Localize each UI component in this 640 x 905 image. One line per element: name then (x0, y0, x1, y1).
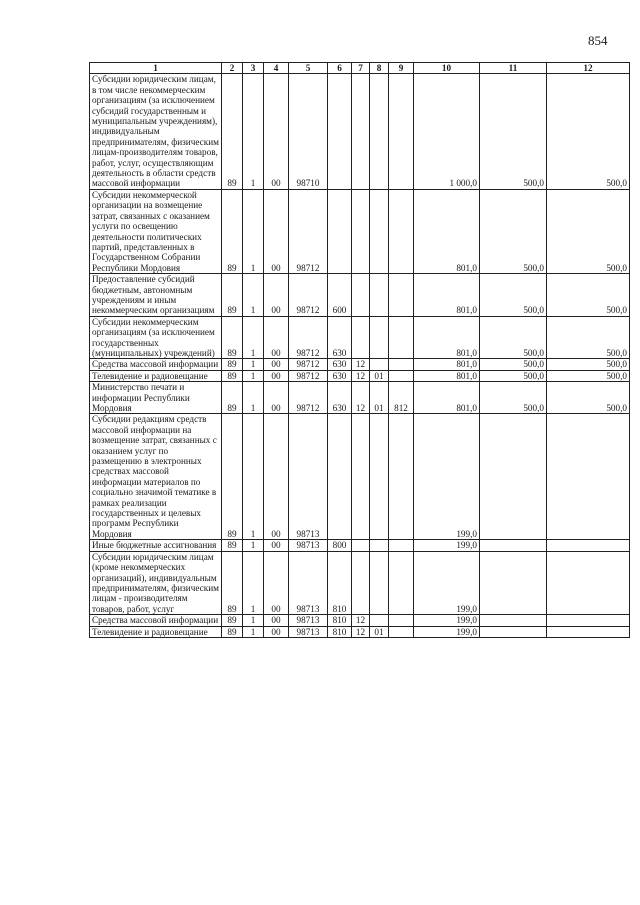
header-cell: 5 (289, 63, 328, 74)
code-cell (352, 189, 370, 273)
amount-cell: 500,0 (480, 74, 547, 189)
code-cell (352, 540, 370, 551)
code-cell: 00 (264, 615, 289, 626)
amount-cell (547, 551, 630, 614)
code-cell: 98712 (289, 189, 328, 273)
header-cell: 11 (480, 63, 547, 74)
row-name: Средства массовой информации (90, 359, 222, 370)
code-cell: 1 (243, 189, 264, 273)
code-cell: 1 (243, 382, 264, 414)
row-name: Иные бюджетные ассигнования (90, 540, 222, 551)
code-cell: 89 (222, 370, 243, 381)
code-cell: 89 (222, 615, 243, 626)
code-cell (389, 274, 414, 317)
code-cell (352, 316, 370, 359)
code-cell: 01 (370, 626, 389, 637)
amount-cell (547, 615, 630, 626)
amount-cell: 801,0 (414, 382, 480, 414)
code-cell: 98712 (289, 316, 328, 359)
code-cell: 600 (328, 274, 352, 317)
code-cell: 1 (243, 615, 264, 626)
code-cell (328, 74, 352, 189)
amount-cell: 500,0 (547, 359, 630, 370)
code-cell: 89 (222, 316, 243, 359)
code-cell (389, 540, 414, 551)
header-cell: 4 (264, 63, 289, 74)
table-row (90, 551, 630, 614)
code-cell: 630 (328, 316, 352, 359)
code-cell: 89 (222, 274, 243, 317)
amount-cell: 500,0 (547, 74, 630, 189)
row-name: Средства массовой информации (90, 615, 222, 626)
code-cell: 00 (264, 382, 289, 414)
code-cell: 98712 (289, 274, 328, 317)
row-name: Министерство печати и информации Республики Мордовия (90, 382, 222, 414)
code-cell: 1 (243, 359, 264, 370)
amount-cell (547, 414, 630, 540)
table-row (90, 382, 630, 414)
header-cell: 7 (352, 63, 370, 74)
amount-cell: 801,0 (414, 189, 480, 273)
code-cell: 89 (222, 551, 243, 614)
code-cell: 89 (222, 189, 243, 273)
code-cell (389, 551, 414, 614)
row-name: Предоставление субсидий бюджетным, автономным учреждениям и иным некоммерческим организациям (90, 274, 222, 317)
code-cell: 812 (389, 382, 414, 414)
amount-cell: 199,0 (414, 414, 480, 540)
amount-cell: 500,0 (480, 370, 547, 381)
code-cell (352, 551, 370, 614)
code-cell: 98713 (289, 540, 328, 551)
code-cell: 98713 (289, 626, 328, 637)
code-cell: 12 (352, 359, 370, 370)
code-cell: 630 (328, 382, 352, 414)
amount-cell: 500,0 (547, 189, 630, 273)
amount-cell: 801,0 (414, 316, 480, 359)
code-cell (370, 551, 389, 614)
code-cell: 00 (264, 316, 289, 359)
amount-cell: 500,0 (480, 274, 547, 317)
code-cell: 00 (264, 370, 289, 381)
code-cell: 630 (328, 370, 352, 381)
code-cell (328, 189, 352, 273)
table-row (90, 316, 630, 359)
code-cell: 00 (264, 274, 289, 317)
code-cell: 1 (243, 626, 264, 637)
row-name: Субсидии некоммерческой организации на возмещение затрат, связанных с оказанием услуги по освещению деятельности политических партий, представленных в Государственном Собрании Республики Мордовия (90, 189, 222, 273)
page-number: 854 (588, 33, 608, 48)
header-cell: 10 (414, 63, 480, 74)
code-cell: 00 (264, 359, 289, 370)
code-cell: 1 (243, 540, 264, 551)
table-row (90, 274, 630, 317)
amount-cell: 1 000,0 (414, 74, 480, 189)
code-cell (370, 316, 389, 359)
code-cell: 01 (370, 370, 389, 381)
code-cell (352, 74, 370, 189)
row-name: Субсидии редакциям средств массовой информации на возмещение затрат, связанных с оказанием услуг по размещению в электронных средствах массовой информации материалов по социально значимой тематике в рамках реализации государственных и целевых программ Республики Мордовия (90, 414, 222, 540)
amount-cell: 500,0 (547, 274, 630, 317)
code-cell: 1 (243, 551, 264, 614)
code-cell (352, 414, 370, 540)
code-cell: 89 (222, 414, 243, 540)
table-row (90, 370, 630, 381)
table-row (90, 615, 630, 626)
code-cell: 12 (352, 382, 370, 414)
table-row (90, 626, 630, 637)
code-cell (389, 74, 414, 189)
header-cell: 3 (243, 63, 264, 74)
amount-cell (480, 540, 547, 551)
code-cell: 01 (370, 382, 389, 414)
code-cell (389, 370, 414, 381)
amount-cell: 199,0 (414, 626, 480, 637)
code-cell (370, 540, 389, 551)
row-name: Субсидии юридическим лицам (кроме некоммерческих организаций), индивидуальным предпринимателям, физическим лицам - производителям товаров, работ, услуг (90, 551, 222, 614)
code-cell: 98710 (289, 74, 328, 189)
amount-cell: 199,0 (414, 615, 480, 626)
table-row (90, 189, 630, 273)
code-cell (370, 414, 389, 540)
header-cell: 12 (547, 63, 630, 74)
amount-cell (547, 540, 630, 551)
code-cell: 1 (243, 370, 264, 381)
code-cell (389, 414, 414, 540)
amount-cell (480, 551, 547, 614)
amount-cell: 500,0 (480, 316, 547, 359)
code-cell: 89 (222, 359, 243, 370)
row-name: Телевидение и радиовещание (90, 626, 222, 637)
code-cell: 98713 (289, 551, 328, 614)
amount-cell: 801,0 (414, 370, 480, 381)
code-cell: 810 (328, 615, 352, 626)
code-cell: 1 (243, 274, 264, 317)
code-cell: 98712 (289, 359, 328, 370)
code-cell: 89 (222, 626, 243, 637)
code-cell: 98713 (289, 414, 328, 540)
code-cell: 810 (328, 626, 352, 637)
table-row (90, 359, 630, 370)
code-cell (352, 274, 370, 317)
code-cell: 00 (264, 74, 289, 189)
table-row (90, 414, 630, 540)
code-cell (370, 274, 389, 317)
amount-cell: 801,0 (414, 274, 480, 317)
code-cell: 00 (264, 189, 289, 273)
amount-cell: 500,0 (480, 359, 547, 370)
amount-cell (480, 414, 547, 540)
amount-cell: 500,0 (547, 370, 630, 381)
header-cell: 8 (370, 63, 389, 74)
code-cell: 1 (243, 316, 264, 359)
budget-table (89, 62, 630, 638)
amount-cell (547, 626, 630, 637)
code-cell: 00 (264, 551, 289, 614)
amount-cell: 500,0 (547, 316, 630, 359)
code-cell (328, 414, 352, 540)
code-cell (389, 626, 414, 637)
code-cell: 98712 (289, 382, 328, 414)
header-row (90, 63, 630, 74)
table-row (90, 540, 630, 551)
code-cell (389, 316, 414, 359)
amount-cell: 500,0 (480, 382, 547, 414)
code-cell: 1 (243, 414, 264, 540)
code-cell: 800 (328, 540, 352, 551)
amount-cell: 199,0 (414, 551, 480, 614)
header-cell: 2 (222, 63, 243, 74)
code-cell (389, 189, 414, 273)
code-cell (389, 615, 414, 626)
code-cell: 89 (222, 74, 243, 189)
row-name: Субсидии юридическим лицам, в том числе некоммерческим организациям (за исключением субсидий государственным и муниципальным учреждениям), индивидуальным предпринимателям, физическим лицам-производителям товаров, работ, услуг, осуществляющим деятельность в области средств массовой информации (90, 74, 222, 189)
code-cell: 12 (352, 626, 370, 637)
code-cell: 810 (328, 551, 352, 614)
code-cell: 00 (264, 414, 289, 540)
code-cell (370, 189, 389, 273)
amount-cell (480, 626, 547, 637)
code-cell (389, 359, 414, 370)
header-cell: 9 (389, 63, 414, 74)
code-cell: 12 (352, 615, 370, 626)
amount-cell: 801,0 (414, 359, 480, 370)
code-cell: 630 (328, 359, 352, 370)
code-cell (370, 74, 389, 189)
row-name: Субсидии некоммерческим организациям (за исключением государственных (муниципальных) учреждений) (90, 316, 222, 359)
amount-cell: 199,0 (414, 540, 480, 551)
code-cell: 12 (352, 370, 370, 381)
code-cell (370, 615, 389, 626)
code-cell: 98712 (289, 370, 328, 381)
code-cell: 00 (264, 626, 289, 637)
amount-cell (480, 615, 547, 626)
code-cell: 89 (222, 540, 243, 551)
code-cell: 98713 (289, 615, 328, 626)
amount-cell: 500,0 (547, 382, 630, 414)
row-name: Телевидение и радиовещание (90, 370, 222, 381)
code-cell: 1 (243, 74, 264, 189)
amount-cell: 500,0 (480, 189, 547, 273)
code-cell: 00 (264, 540, 289, 551)
header-cell: 6 (328, 63, 352, 74)
code-cell (370, 359, 389, 370)
code-cell: 89 (222, 382, 243, 414)
table-row (90, 74, 630, 189)
header-cell: 1 (90, 63, 222, 74)
